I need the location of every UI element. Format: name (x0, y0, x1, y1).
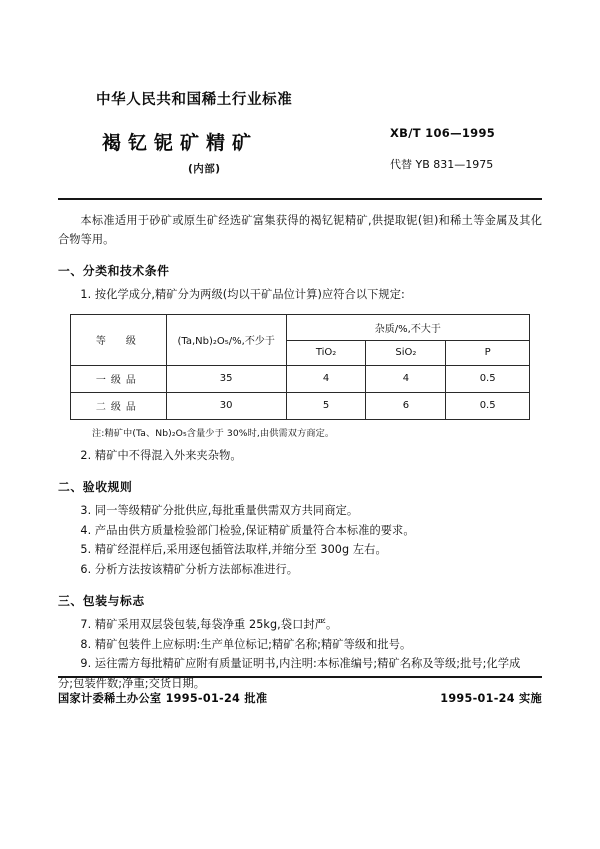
section-3-item-8: 8. 精矿包装件上应标明:生产单位标记;精矿名称;精矿等级和批号。 (80, 637, 412, 651)
header-divider (58, 198, 542, 200)
document-body (58, 211, 542, 693)
cell-grade: 一级品 (71, 365, 167, 392)
footer-implementation: 1995-01-24 实施 (440, 692, 542, 705)
table-row (71, 392, 530, 419)
spec-table-wrapper (70, 314, 530, 439)
scope-paragraph: 本标准适用于砂矿或原生矿经选矿富集获得的褐钇铌精矿,供提取铌(钽)和稀土等金属及其化合物等用。 (58, 214, 542, 246)
footer-approval: 国家计委稀土办公室 1995-01-24 批准 (58, 692, 268, 705)
table-note: 注:精矿中(Ta、Nb)₂O₅含量少于 30%时,由供需双方商定。 (92, 427, 335, 439)
cell-tio2: 5 (286, 392, 366, 419)
table-row (71, 365, 530, 392)
spec-table (70, 314, 530, 420)
table-header-impurities: 杂质/%,不大于 (286, 314, 529, 340)
section-2-item-5: 5. 精矿经混样后,采用逐包插管法取样,并缩分至 300g 左右。 (80, 543, 387, 556)
table-header-row-primary (71, 314, 530, 340)
cell-tio2: 4 (286, 365, 366, 392)
standard-replaces: 代替 YB 831—1975 (390, 158, 494, 171)
section-2-item-3: 3. 同一等级精矿分批供应,每批重量供需双方共同商定。 (80, 504, 359, 517)
cell-oxide: 30 (166, 392, 286, 419)
section-heading-1: 一、分类和技术条件 (58, 264, 170, 278)
section-3-item-9-continued: 分;包装件数;净重;交货日期。 (58, 676, 206, 690)
page-title: 褐钇铌矿精矿 (102, 132, 259, 154)
section-3-item-9: 9. 运往需方每批精矿应附有质量证明书,内注明:本标准编号;精矿名称及等级;批号;化学成 (80, 657, 521, 670)
cell-p: 0.5 (446, 392, 530, 419)
section-2-item-4: 4. 产品由供方质量检验部门检验,保证精矿质量符合本标准的要求。 (80, 523, 415, 537)
table-header-tio2: TiO₂ (286, 340, 366, 365)
section-2-item-6: 6. 分析方法按该精矿分析方法部标准进行。 (80, 562, 299, 576)
table-header-oxide: (Ta,Nb)₂O₅/%,不少于 (166, 314, 286, 365)
footer-divider (58, 676, 542, 678)
cell-sio2: 6 (366, 392, 446, 419)
title-subtitle: (内部) (188, 163, 221, 175)
standard-number: XB/T 106—1995 (390, 126, 496, 140)
cell-grade: 二级品 (71, 392, 167, 419)
section-1-item-1: 1. 按化学成分,精矿分为两级(均以干矿品位计算)应符合以下规定: (80, 288, 405, 301)
issuing-organization: 中华人民共和国稀土行业标准 (96, 92, 293, 108)
cell-sio2: 4 (366, 365, 446, 392)
page-content (58, 0, 542, 693)
section-heading-3: 三、包装与标志 (58, 594, 145, 608)
section-heading-2: 二、验收规则 (58, 480, 133, 494)
cell-p: 0.5 (446, 365, 530, 392)
section-1-item-2: 2. 精矿中不得混入外来夹杂物。 (80, 448, 242, 462)
table-header-sio2: SiO₂ (366, 340, 446, 365)
table-header-grade: 等 级 (71, 314, 167, 365)
section-3-item-7: 7. 精矿采用双层袋包装,每袋净重 25kg,袋口封严。 (80, 618, 338, 631)
document-masthead (58, 88, 542, 192)
cell-oxide: 35 (166, 365, 286, 392)
table-header-p: P (446, 340, 530, 365)
document-footer (58, 690, 542, 706)
